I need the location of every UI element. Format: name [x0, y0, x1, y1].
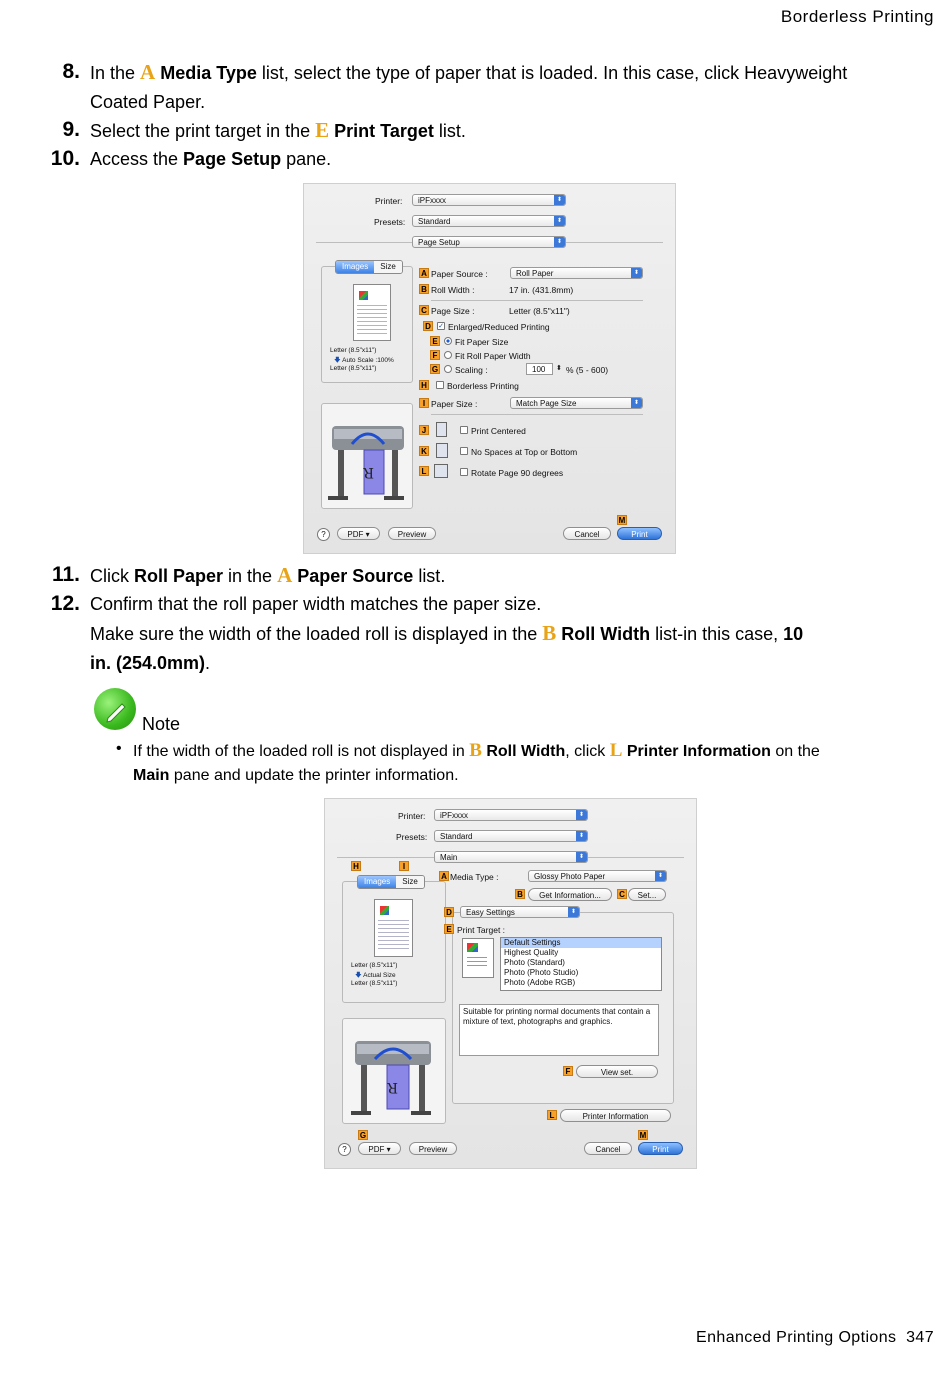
pdf-button[interactable]: PDF ▾ — [358, 1142, 401, 1155]
step-9-text: Select the print target in the E Print Target list. — [90, 118, 466, 142]
help-button[interactable]: ? — [317, 528, 330, 541]
borderless-label: Borderless Printing — [447, 381, 519, 391]
page-setup-dialog-screenshot — [303, 183, 676, 554]
callout-key: K — [419, 446, 429, 456]
paper-source-label: Paper Source : — [431, 269, 488, 279]
callout-key: F — [563, 1066, 573, 1076]
scaling-label: Scaling : — [455, 365, 488, 375]
tab-images[interactable]: Images — [358, 876, 396, 888]
list-item[interactable]: Photo (Photo Studio) — [504, 968, 579, 977]
print-centered-label: Print Centered — [471, 426, 526, 436]
rotate-label: Rotate Page 90 degrees — [471, 468, 564, 478]
preview-info: Letter (8.5"x11") — [351, 980, 398, 987]
preview-tabs[interactable] — [335, 260, 403, 274]
callout-key: I — [419, 398, 429, 408]
easy-settings-select[interactable]: Easy Settings ⬍ — [460, 906, 580, 918]
callout-key: J — [419, 425, 429, 435]
callout-key: L — [419, 466, 429, 476]
preview-info: 🡇 Actual Size — [355, 972, 396, 979]
view-set-button[interactable]: View set. — [576, 1065, 658, 1078]
print-target-icon — [462, 938, 494, 978]
page-preview — [353, 284, 391, 341]
print-button[interactable]: Print — [617, 527, 662, 540]
cancel-button[interactable]: Cancel — [584, 1142, 632, 1155]
rotated-letter: R — [363, 464, 374, 480]
page-icon — [436, 422, 447, 437]
help-button[interactable]: ? — [338, 1143, 351, 1156]
scaling-radio[interactable] — [444, 365, 452, 373]
key-letter: B — [542, 621, 557, 645]
running-header: Borderless Printing — [780, 7, 934, 26]
callout-key: G — [359, 1131, 367, 1140]
callout-key: M — [618, 516, 626, 525]
fit-paper-label: Fit Paper Size — [455, 337, 509, 347]
preview-info: Letter (8.5"x11") — [351, 962, 398, 969]
presets-label: Presets: — [374, 217, 406, 227]
fit-roll-radio[interactable] — [444, 351, 452, 359]
enlarged-checkbox[interactable]: ✓ — [438, 323, 444, 330]
roll-width-value: 17 in. (431.8mm) — [509, 285, 574, 295]
rotate-icon — [434, 464, 448, 478]
borderless-checkbox[interactable] — [436, 381, 444, 389]
main-pane-dialog-screenshot — [324, 798, 697, 1169]
pane-select[interactable]: Page Setup ⬍ — [412, 236, 566, 248]
printer-information-button[interactable]: Printer Information — [560, 1109, 671, 1122]
presets-select[interactable]: Standard ⬍ — [434, 830, 588, 842]
preview-info: 🡇 Auto Scale :100% — [334, 357, 394, 364]
step-11-text: Click Roll Paper in the A Paper Source list. — [90, 563, 446, 587]
paper-size-label: Paper Size : — [431, 399, 478, 409]
printer-illustration — [322, 404, 412, 508]
note-text: If the width of the loaded roll is not displayed in B Roll Width, click L Printer Information on the Main pane and update the printer information. — [133, 740, 820, 784]
target-description: Suitable for printing normal documents that contain a mixture of text, photographs and graphics. — [459, 1004, 659, 1056]
callout-key: F — [430, 350, 440, 360]
preview-button[interactable]: Preview — [409, 1142, 457, 1155]
step-number: 11. — [51, 563, 80, 586]
enlarged-label: Enlarged/Reduced Printing — [448, 322, 550, 332]
fit-paper-radio[interactable] — [444, 337, 452, 345]
callout-key: B — [515, 889, 525, 899]
stepper-icon[interactable]: ⬍ — [556, 365, 562, 372]
preview-button[interactable]: Preview — [388, 527, 436, 540]
page-number: 347 — [906, 1329, 934, 1346]
paper-size-select[interactable]: Match Page Size ⬍ — [510, 397, 643, 409]
step-number: 10. — [50, 147, 80, 170]
list-item[interactable]: Photo (Adobe RGB) — [504, 978, 576, 987]
paper-source-select[interactable]: Roll Paper ⬍ — [510, 267, 643, 279]
callout-key: E — [430, 336, 440, 346]
printer-graphic-panel — [321, 403, 413, 509]
presets-select[interactable]: Standard ⬍ — [412, 215, 566, 227]
preview-info: Letter (8.5"x11") — [330, 347, 377, 354]
list-item[interactable]: Highest Quality — [504, 948, 559, 957]
print-target-label: Print Target : — [457, 925, 506, 935]
key-letter: B — [469, 740, 482, 761]
set-button[interactable]: Set... — [628, 888, 666, 901]
no-spaces-checkbox[interactable] — [460, 447, 468, 455]
rotated-letter: R — [387, 1079, 398, 1095]
print-target-list[interactable] — [500, 937, 662, 991]
pane-select[interactable]: Main ⬍ — [434, 851, 588, 863]
key-letter: L — [609, 740, 623, 761]
tab-images[interactable]: Images — [336, 261, 374, 273]
step-10-text: Access the Page Setup pane. — [90, 149, 332, 169]
key-letter: A — [140, 60, 156, 84]
media-type-label: Media Type : — [450, 872, 499, 882]
callout-key: C — [419, 305, 429, 315]
callout-key: H — [419, 380, 429, 390]
list-item[interactable]: Default Settings — [501, 938, 661, 948]
key-letter: E — [315, 118, 330, 142]
print-button[interactable]: Print — [638, 1142, 683, 1155]
printer-label: Printer: — [398, 811, 426, 821]
callout-key: G — [431, 365, 439, 374]
page-icon — [436, 443, 448, 458]
list-item[interactable]: Photo (Standard) — [504, 958, 565, 967]
callout-key: B — [419, 284, 429, 294]
print-centered-checkbox[interactable] — [460, 426, 468, 434]
pdf-button[interactable]: PDF ▾ — [337, 527, 380, 540]
note-label: Note — [142, 714, 181, 734]
callout-key: I — [399, 861, 409, 871]
note-bullet: • — [116, 740, 122, 757]
printer-label: Printer: — [375, 196, 403, 206]
callout-key: D — [423, 321, 433, 331]
presets-label: Presets: — [396, 832, 428, 842]
preview-tabs[interactable] — [357, 875, 425, 889]
printer-select[interactable]: iPFxxxx ⬍ — [434, 809, 588, 821]
page-size-label: Page Size : — [431, 306, 475, 316]
fit-roll-label: Fit Roll Paper Width — [455, 351, 531, 361]
key-letter: A — [277, 563, 293, 587]
step-12-text: Confirm that the roll paper width matches the paper size. Make sure the width of the loaded roll is displayed in the B Roll Width list-in this case, 10 in. (254.0mm). — [90, 594, 804, 673]
cancel-button[interactable]: Cancel — [563, 527, 611, 540]
tab-size[interactable]: Size — [396, 876, 424, 888]
callout-key: M — [639, 1131, 647, 1140]
no-spaces-label: No Spaces at Top or Bottom — [471, 447, 578, 457]
rotate-checkbox[interactable] — [460, 468, 468, 476]
step-number: 12. — [50, 592, 80, 615]
callout-key: A — [439, 871, 449, 881]
page-preview — [374, 899, 413, 957]
preview-info: Letter (8.5"x11") — [330, 365, 377, 372]
roll-width-label: Roll Width : — [431, 285, 475, 295]
callout-key: E — [444, 924, 454, 934]
printer-illustration — [343, 1019, 443, 1123]
running-footer: Enhanced Printing Options 347 — [696, 1329, 934, 1346]
printer-select[interactable]: iPFxxxx ⬍ — [412, 194, 566, 206]
tab-size[interactable]: Size — [374, 261, 402, 273]
printer-graphic-panel — [342, 1018, 446, 1124]
scaling-range: % (5 - 600) — [566, 365, 609, 375]
step-number: 8. — [62, 60, 80, 83]
callout-key: H — [351, 861, 361, 871]
scaling-input[interactable]: 100 — [526, 363, 553, 375]
note-pencil-icon — [94, 688, 136, 730]
get-information-button[interactable]: Get Information... — [528, 888, 612, 901]
step-number: 9. — [62, 118, 80, 141]
callout-key: C — [617, 889, 627, 899]
callout-key: L — [547, 1110, 557, 1120]
page-size-value: Letter (8.5"x11") — [509, 306, 570, 316]
callout-key: D — [444, 907, 454, 917]
callout-key: A — [419, 268, 429, 278]
media-type-select[interactable]: Glossy Photo Paper ⬍ — [528, 870, 667, 882]
step-8-text: In the A Media Type list, select the type of paper that is loaded. In this case, click Heavyweight Coated Paper. — [90, 60, 848, 112]
